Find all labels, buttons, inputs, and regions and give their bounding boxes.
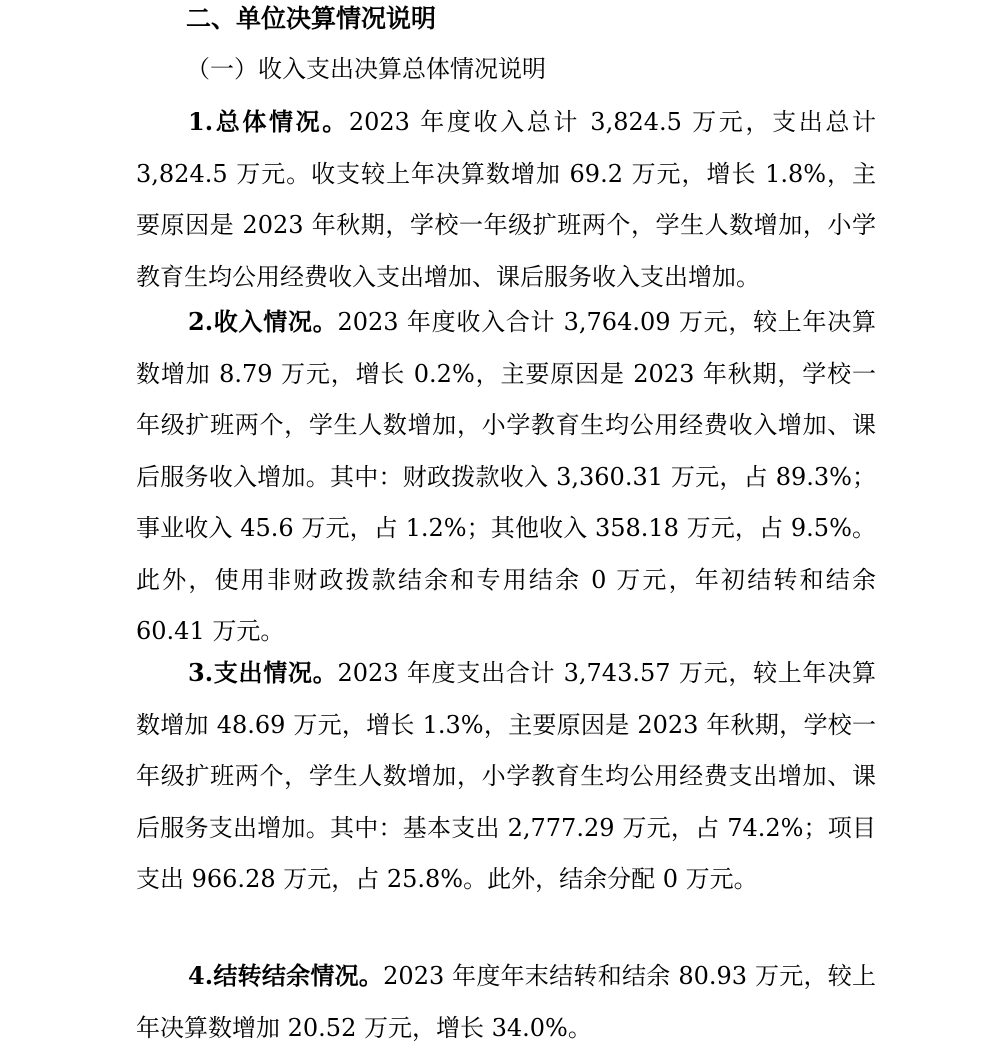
subsection-title: （一）收入支出决算总体情况说明 xyxy=(186,55,546,83)
paragraph-body: 2023 年度收入合计 3,764.09 万元，较上年决算数增加 8.79 万元，增长 0.2%，主要原因是 2023 年秋期，学校一年级扩班两个，学生人数增加，小学教育生均公用经费收入增加、课后服务收入增加。其中：财政拨款收入 3,360.31 万元，占 89.3%；事业收入 45.6 万元，占 1.2%；其他收入 358.18 万元，占 9.5%。此外，使用非财政拨款结余和专用结余 0 万元，年初结转和结余 60.41 万元。 xyxy=(136,308,876,645)
paragraph-lead: 3.支出情况。 xyxy=(188,658,338,687)
paragraph-lead: 1.总体情况。 xyxy=(188,107,349,136)
section-title: 二、单位决算情况说明 xyxy=(186,4,437,33)
paragraph-body: 2023 年度年末结转和结余 80.93 万元，较上年决算数增加 20.52 万元，增长 34.0%。 xyxy=(136,962,877,1042)
paragraph-expenditure xyxy=(136,647,876,906)
paragraph-overall xyxy=(136,96,876,303)
paragraph-body: 2023 年度收入总计 3,824.5 万元，支出总计 3,824.5 万元。收支较上年决算数增加 69.2 万元，增长 1.8%，主要原因是 2023 年秋期，学校一年级扩班两个，学生人数增加，小学教育生均公用经费收入支出增加、课后服务收入支出增加。 xyxy=(136,108,876,291)
paragraph-carryover xyxy=(136,950,876,1054)
paragraph-body: 2023 年度支出合计 3,743.57 万元，较上年决算数增加 48.69 万元，增长 1.3%，主要原因是 2023 年秋期，学校一年级扩班两个，学生人数增加，小学教育生均公用经费支出增加、课后服务支出增加。其中：基本支出 2,777.29 万元，占 74.2%；项目支出 966.28 万元，占 25.8%。此外，结余分配 0 万元。 xyxy=(136,659,876,893)
paragraph-lead: 2.收入情况。 xyxy=(188,307,338,336)
paragraph-lead: 4.结转结余情况。 xyxy=(188,961,384,990)
paragraph-income xyxy=(136,296,876,658)
